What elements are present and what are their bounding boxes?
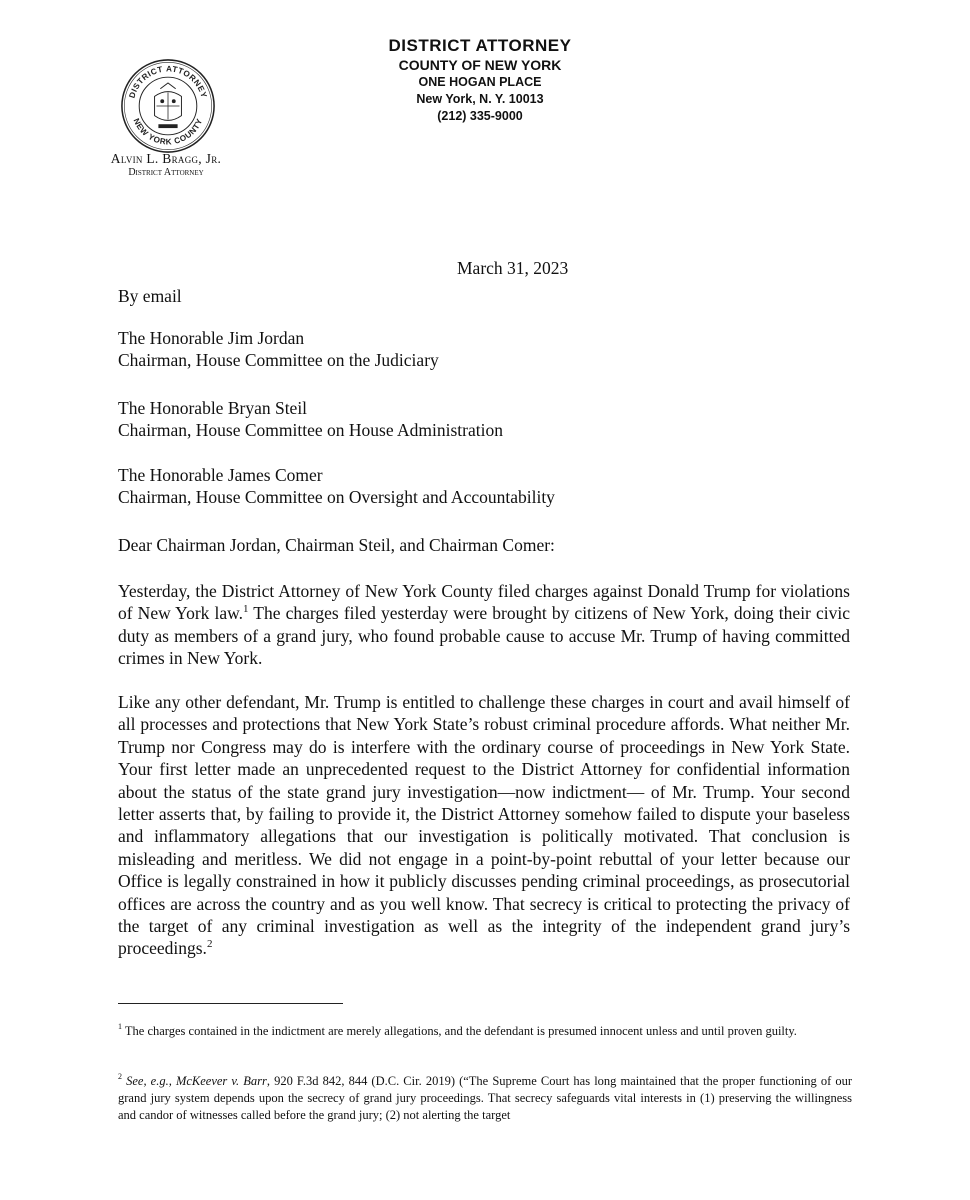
da-name: Alvin L. Bragg, Jr. [110,151,222,166]
footnote-2-text: , 920 F.3d 842, 844 (D.C. Cir. 2019) (“The Supreme Court has long maintained that the proper functioning of our grand jury system depends upon the secrecy of grand jury proceedings. That secrecy safeguards vital interests in (1) preserving the willingness and candor of witnesses called before the grand jury; (2) not alerting the target [118,1074,852,1122]
district-attorney-signature-block [96,150,236,179]
recipient-title: Chairman, House Committee on the Judiciary [118,350,439,371]
letter-date: March 31, 2023 [457,258,569,278]
recipient-name: The Honorable James Comer [118,465,323,485]
office-county: COUNTY OF NEW YORK [398,57,562,73]
footnote-2-citation: See, e.g., McKeever v. Barr [122,1074,267,1088]
office-title: DISTRICT ATTORNEY [388,36,572,55]
paragraph-1-text-a: Yesterday, the District Attorney of New York County filed charges against Donald Trump for violations of New York law. [118,581,850,624]
county-seal-icon [120,58,216,154]
recipient-name: The Honorable Jim Jordan [118,328,305,348]
footnote-1-text: The charges contained in the indictment are merely allegations, and the defendant is presumed innocent unless and until proven guilty. [122,1024,797,1038]
footnote-1 [118,1023,852,1040]
da-title: District Attorney [128,167,204,178]
paragraph-2-text: Like any other defendant, Mr. Trump is entitled to challenge these charges in court and avail himself of all processes and protections that New York State’s robust criminal procedure affords. What neither Mr. Trump nor Congress may do is interfere with the ordinary course of proceedings in New York State. Your first letter made an unprecedented request to the District Attorney for confidential information about the status of the state grand jury investigation—now indictment— of Mr. Trump. Your second letter asserts that, by failing to provide it, the District Attorney somehow failed to dispute your baseless and inflammatory allegations that our investigation is politically motivated. That conclusion is misleading and meritless. We did not engage in a point-by-point rebuttal of your letter because our Office is legally constrained in how it publicly discusses pending criminal proceedings, as prosecutorial offices are across the country and as you well know. That secrecy is critical to protecting the privacy of the target of any criminal investigation as well as the integrity of the independent grand jury’s proceedings. [118,692,850,959]
recipient-steil [118,397,850,442]
footnote-1-mark: 1 [118,1021,122,1031]
recipient-title: Chairman, House Committee on House Administration [118,420,503,441]
paragraph-2 [118,691,850,960]
seal-bottom-text: NEW YORK COUNTY [131,117,205,147]
office-phone: (212) 335-9000 [437,109,523,123]
seal-top-text: DISTRICT ATTORNEY [127,64,209,100]
svg-text:NEW YORK COUNTY [132,117,205,146]
footnote-ref-1: 1 [243,602,249,615]
recipient-title: Chairman, House Committee on Oversight and Accountability [118,487,555,508]
letterhead [325,36,635,125]
recipient-comer [118,464,850,509]
recipient-jordan [118,327,850,372]
paragraph-1-text-b: The charges filed yesterday were brought by citizens of New York, doing their civic duty as members of a grand jury, who found probable cause to accuse Mr. Trump of having committed crimes in New York. [118,603,850,669]
delivery-method: By email [118,286,182,306]
office-address: ONE HOGAN PLACE [418,75,542,89]
recipient-name: The Honorable Bryan Steil [118,398,308,418]
footnote-2-mark: 2 [118,1071,122,1081]
footnote-ref-2: 2 [206,937,213,950]
paragraph-1 [118,580,850,670]
footnote-2 [118,1073,852,1124]
footnote-divider [118,1003,343,1004]
office-city: New York, N. Y. 10013 [416,92,544,106]
salutation: Dear Chairman Jordan, Chairman Steil, and Chairman Comer: [118,535,555,555]
